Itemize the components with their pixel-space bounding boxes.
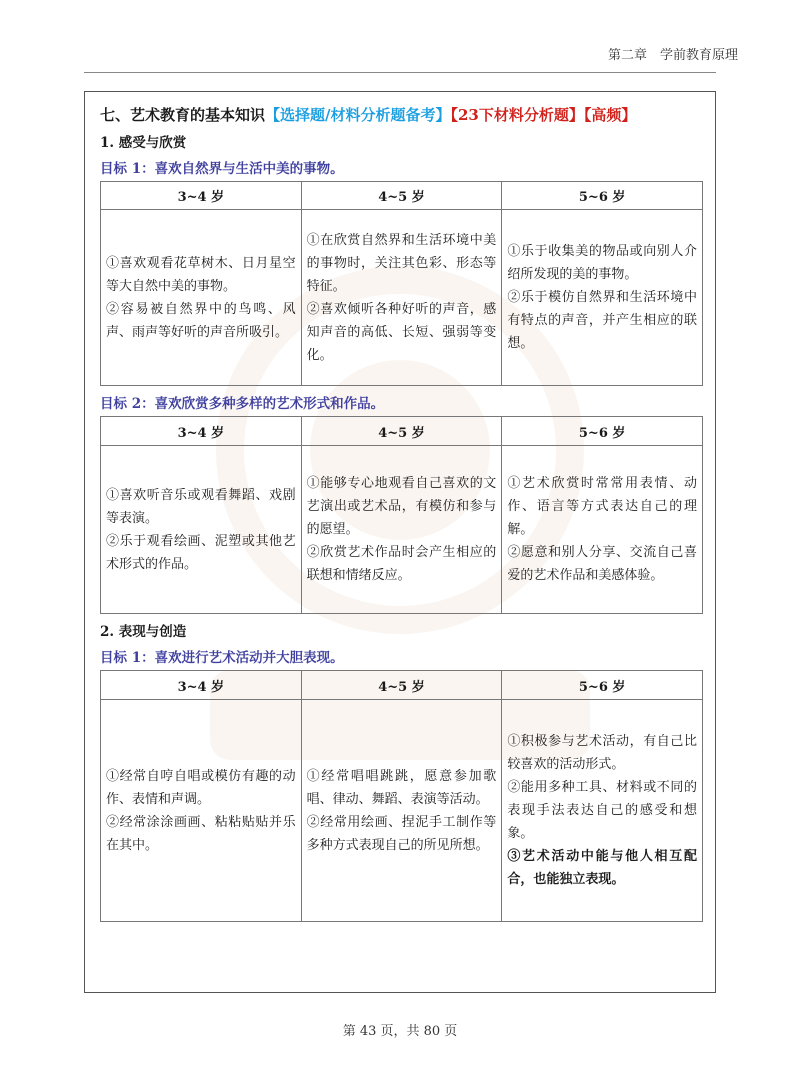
table-cell	[101, 700, 302, 922]
table-cell	[502, 446, 703, 614]
list-item: ①经常唱唱跳跳，愿意参加歌唱、律动、舞蹈、表演等活动。	[306, 768, 497, 807]
list-item: ①喜欢听音乐或观看舞蹈、戏剧等表演。	[106, 487, 296, 526]
list-item: ①积极参与艺术活动，有自己比较喜欢的活动形式。	[507, 734, 697, 772]
table-cell	[301, 700, 502, 922]
column-header: 4~5 岁	[301, 671, 502, 700]
column-header: 3~4 岁	[101, 182, 302, 210]
list-item: ①喜欢观看花草树木、日月星空等大自然中美的事物。	[106, 255, 296, 294]
content-frame	[84, 91, 716, 993]
chapter-header: 第二章 学前教育原理	[607, 48, 738, 63]
page-number: 第 43 页，共 80 页	[342, 1024, 458, 1039]
column-header: 5~6 岁	[502, 182, 703, 210]
part1-goal1-title: 目标 1：喜欢自然界与生活中美的事物。	[100, 161, 344, 177]
list-item: ②乐于模仿自然界和生活环境中有特点的声音，并产生相应的联想。	[507, 290, 697, 351]
column-header: 5~6 岁	[502, 417, 703, 446]
column-header: 4~5 岁	[301, 417, 502, 446]
part1-goal2-title: 目标 2：喜欢欣赏多种多样的艺术形式和作品。	[100, 396, 385, 412]
list-item-emphasized: ③艺术活动中能与他人相互配合，也能独立表现。	[507, 849, 697, 887]
column-header: 3~4 岁	[101, 671, 302, 700]
table-cell	[502, 700, 703, 922]
header-rule	[84, 72, 716, 73]
list-item: ①在欣赏自然界和生活环境中美的事物时，关注其色彩、形态等特征。	[306, 232, 497, 294]
list-item: ②欣赏艺术作品时会产生相应的联想和情绪反应。	[306, 545, 497, 583]
table-cell	[502, 210, 703, 386]
list-item: ②乐于观看绘画、泥塑或其他艺术形式的作品。	[106, 533, 296, 572]
part2-goal1-title: 目标 1：喜欢进行艺术活动并大胆表现。	[100, 650, 344, 666]
part1-title: 1. 感受与欣赏	[100, 135, 187, 151]
list-item: ②喜欢倾听各种好听的声音，感知声音的高低、长短、强弱等变化。	[306, 301, 497, 363]
list-item: ②经常涂涂画画、粘粘贴贴并乐在其中。	[106, 814, 296, 853]
frequency-tag: 【高频】	[583, 106, 637, 124]
table-cell	[301, 210, 502, 386]
part2-title: 2. 表现与创造	[100, 624, 187, 640]
part1-goal2-table	[100, 416, 703, 614]
section-title-text: 七、艺术教育的基本知识	[100, 106, 266, 124]
list-item: ①乐于收集美的物品或向别人介绍所发现的美的事物。	[507, 244, 697, 282]
table-cell	[101, 446, 302, 614]
list-item: ①能够专心地观看自己喜欢的文艺演出或艺术品，有模仿和参与的愿望。	[306, 476, 497, 537]
list-item: ②容易被自然界中的鸟鸣、风声、雨声等好听的声音所吸引。	[106, 301, 296, 340]
exam-type-tag: 【选择题/材料分析题备考】	[265, 106, 451, 124]
table-cell	[101, 210, 302, 386]
column-header: 4~5 岁	[301, 182, 502, 210]
column-header: 5~6 岁	[502, 671, 703, 700]
exam-year-tag: 【23下材料分析题】	[450, 106, 584, 124]
section-title	[100, 104, 703, 125]
list-item: ②经常用绘画、捏泥手工制作等多种方式表现自己的所见所想。	[306, 814, 497, 853]
part1-goal1-table	[100, 181, 703, 386]
list-item: ②能用多种工具、材料或不同的表现手法表达自己的感受和想象。	[507, 780, 697, 841]
part2-goal1-table	[100, 670, 703, 922]
list-item: ②愿意和别人分享、交流自己喜爱的艺术作品和美感体验。	[507, 545, 697, 583]
column-header: 3~4 岁	[101, 417, 302, 446]
list-item: ①艺术欣赏时常常用表情、动作、语言等方式表达自己的理解。	[507, 476, 697, 537]
table-cell	[301, 446, 502, 614]
list-item: ①经常自哼自唱或模仿有趣的动作、表情和声调。	[106, 768, 296, 807]
